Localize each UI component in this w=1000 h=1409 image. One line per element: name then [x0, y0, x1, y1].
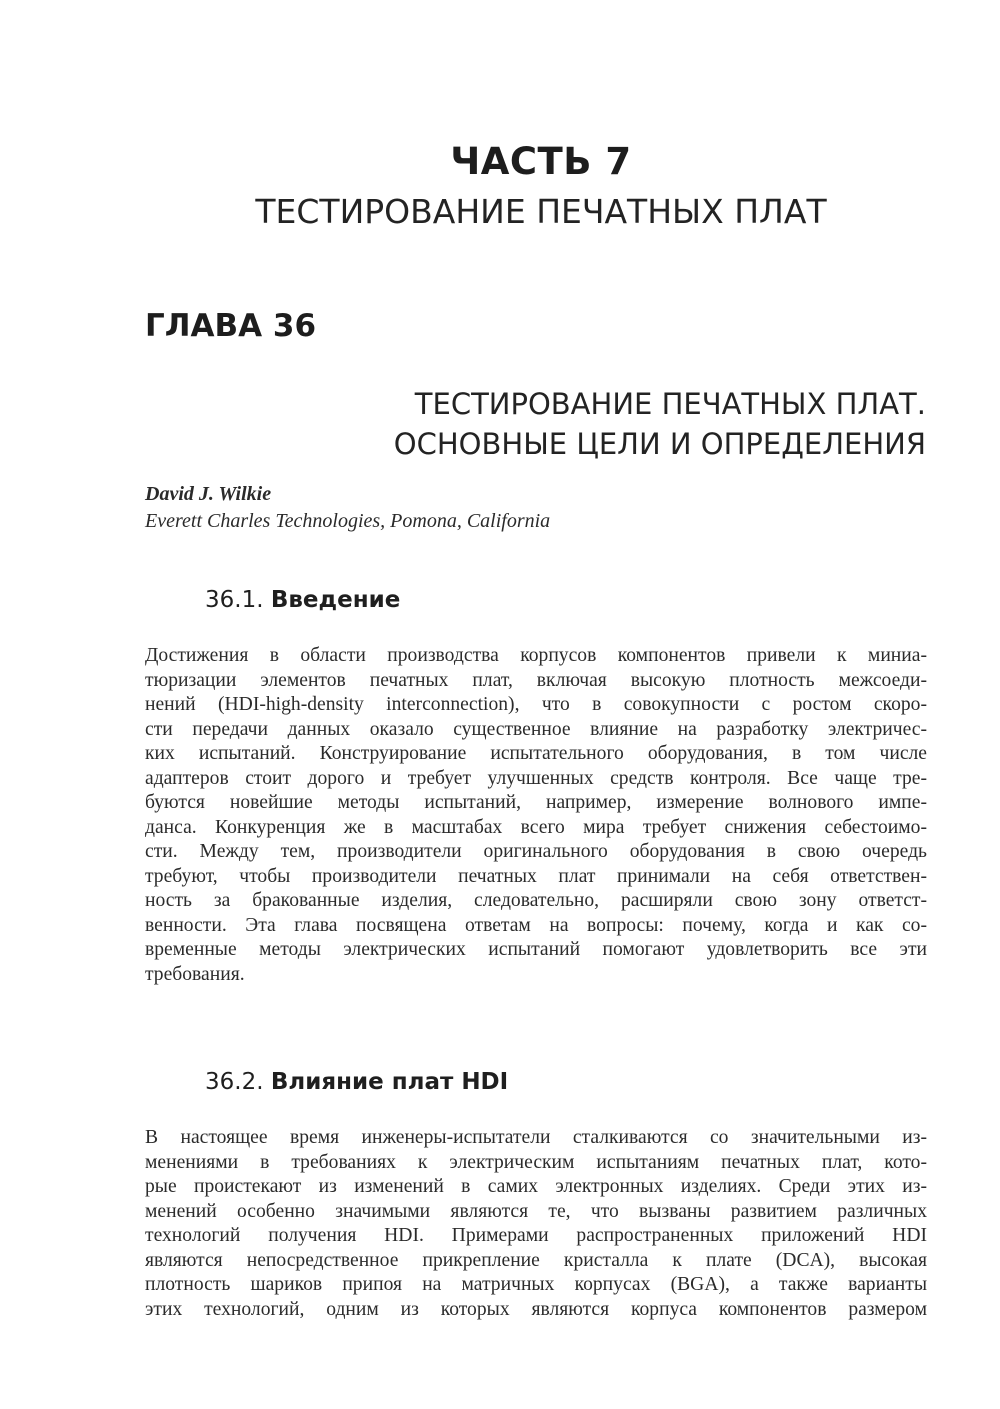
text-line: ность за бракованные изделия, следовательно, расширяли свою зону ответст- — [145, 890, 927, 911]
chapter-title — [394, 384, 926, 464]
section-title: Влияние плат HDI — [270, 1069, 509, 1095]
text-line: Достижения в области производства корпусов компонентов привели к миниа- — [145, 645, 927, 666]
text-line: венности. Эта глава посвящена ответам на вопросы: почему, когда и как со- — [145, 914, 927, 936]
text-line: буются новейшие методы испытаний, например, измерение волнового импе- — [145, 792, 927, 813]
text-line: требуют, чтобы производители печатных плат принимали на себя ответствен- — [145, 865, 927, 887]
text-line: сти. Между тем, производители оригинального оборудования в свою очередь — [145, 841, 927, 862]
section-number: 36.2. — [205, 1069, 264, 1095]
chapter-title-line: ОСНОВНЫЕ ЦЕЛИ И ОПРЕДЕЛЕНИЯ — [393, 427, 926, 461]
text-line: данса. Конкуренция же в масштабах всего мира требует снижения себестоимо- — [145, 816, 927, 838]
text-line: ких испытаний. Конструирование испытательного оборудования, в том числе — [145, 743, 927, 764]
text-line: тюризации элементов печатных плат, включая высокую плотность межсоеди- — [145, 669, 927, 691]
author-block — [145, 481, 550, 535]
chapter-number: ГЛАВА 36 — [145, 308, 317, 344]
text-line: адаптеров стоит дорого и требует улучшенных средств контроля. Все чаще тре- — [145, 767, 927, 789]
text-line: требования. — [145, 963, 245, 985]
section-heading-intro — [205, 587, 400, 613]
section-body-intro — [145, 644, 927, 987]
text-line: В настоящее время инженеры-испытатели сталкиваются со значительными из- — [145, 1127, 927, 1148]
text-line: рые проистекают из изменений в самих электронных изделиях. Среди этих из- — [145, 1176, 927, 1197]
text-line: технологий получения HDI. Примерами распространенных приложений HDI — [145, 1225, 927, 1246]
part-title: ТЕСТИРОВАНИЕ ПЕЧАТНЫХ ПЛАТ — [255, 192, 827, 231]
text-line: являются непосредственное прикрепление кристалла к плате (DCA), высокая — [145, 1249, 927, 1271]
text-line: менениями в требованиях к электрическим испытаниям печатных плат, кото- — [145, 1151, 927, 1173]
section-title: Введение — [270, 587, 401, 613]
section-heading-hdi — [205, 1069, 508, 1095]
text-line: сти передачи данных оказало существенное влияние на разработку электричес- — [145, 718, 927, 740]
author-affiliation: Everett Charles Technologies, Pomona, California — [145, 510, 551, 532]
section-number: 36.1. — [205, 587, 264, 613]
text-line: временные методы электрических испытаний помогают удовлетворить все эти — [145, 939, 927, 960]
author-name: David J. Wilkie — [145, 483, 272, 505]
text-line: плотность шариков припоя на матричных корпусах (BGA), а также варианты — [145, 1274, 927, 1295]
part-number: ЧАСТЬ 7 — [450, 140, 632, 183]
text-line: этих технологий, одним из которых являются корпуса компонентов размером — [145, 1298, 927, 1320]
text-line: менений особенно значимыми являются те, что вызваны развитием различных — [145, 1200, 927, 1222]
section-body-hdi — [145, 1126, 927, 1322]
chapter-title-line: ТЕСТИРОВАНИЕ ПЕЧАТНЫХ ПЛАТ. — [414, 387, 926, 421]
text-line: нений (HDI-high-density interconnection), что в совокупности с ростом скоро- — [145, 694, 927, 715]
